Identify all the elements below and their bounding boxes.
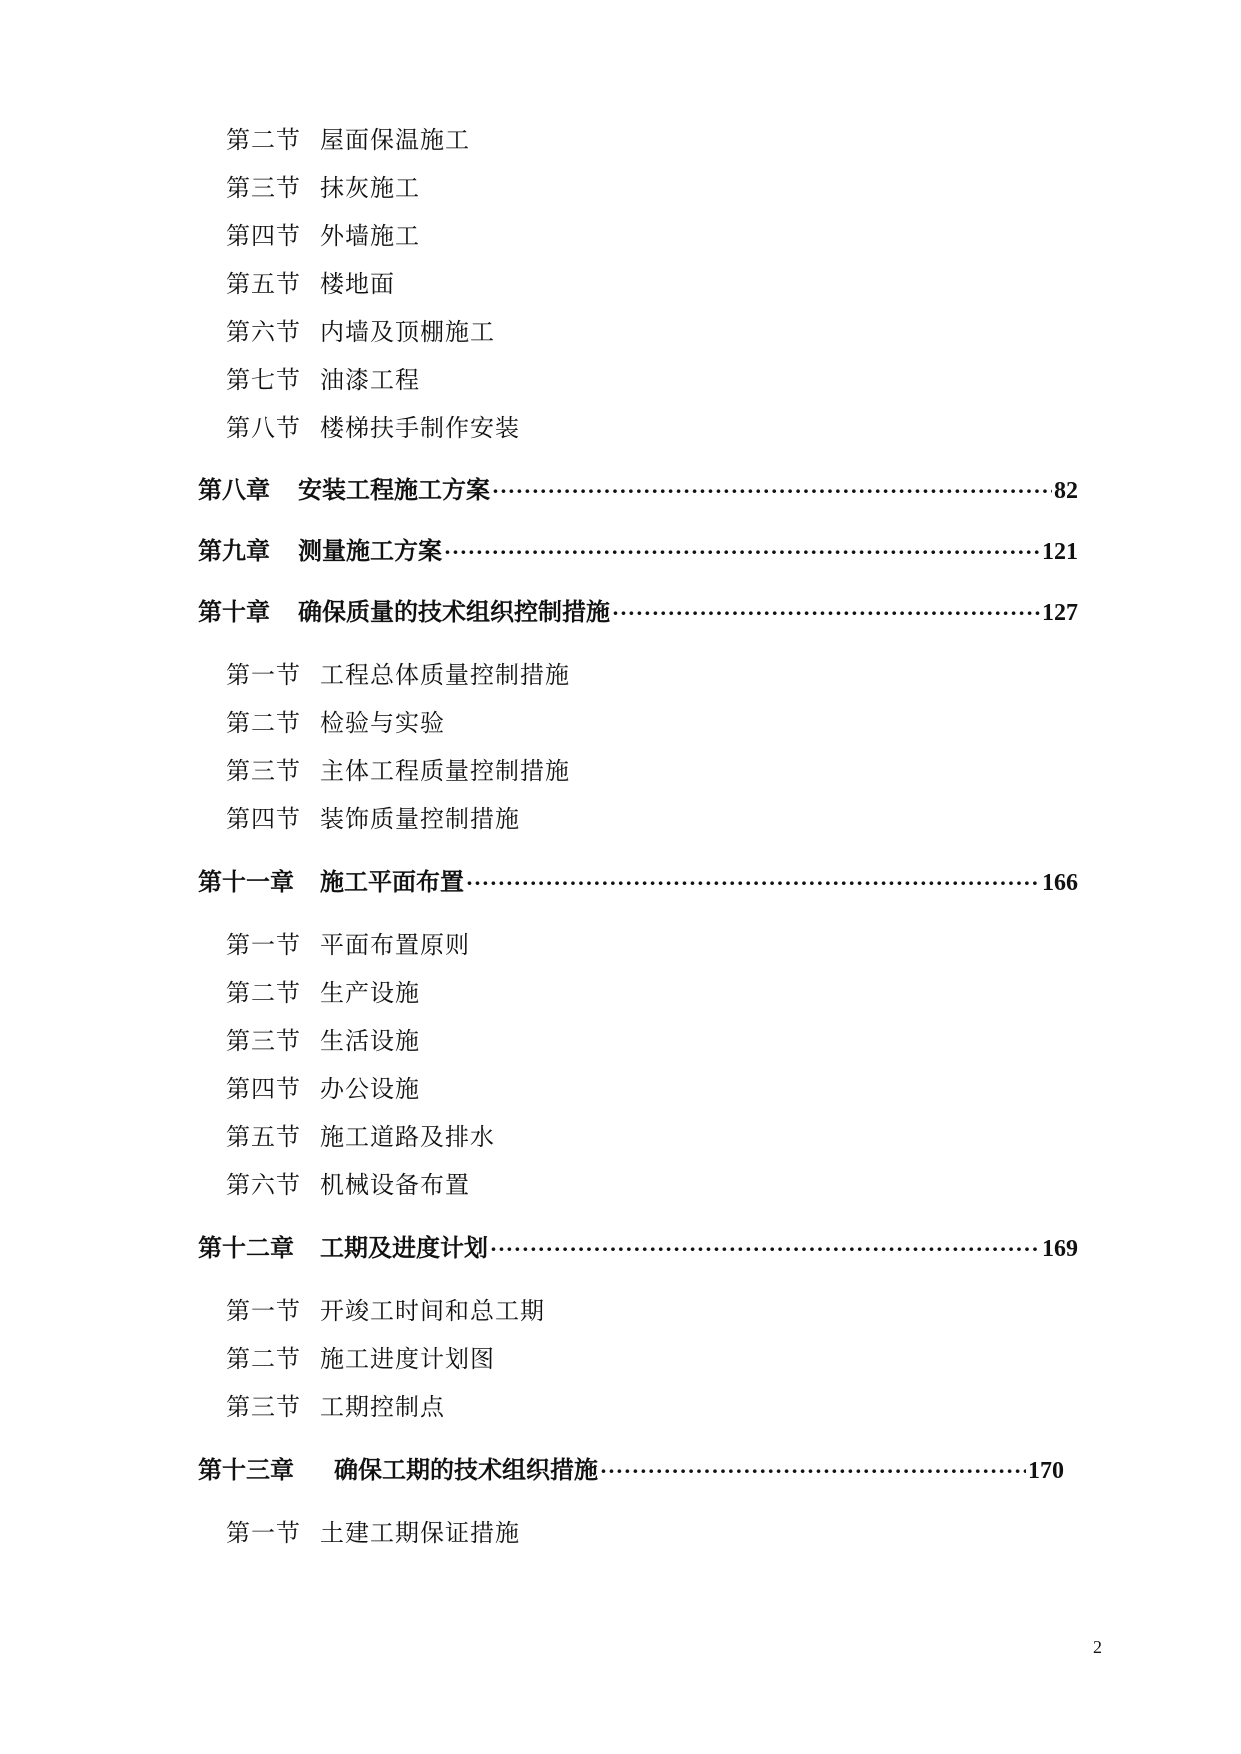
section-title: 开竣工时间和总工期	[320, 1297, 545, 1325]
toc-section-entry	[226, 1299, 545, 1323]
toc-section-entry	[226, 1077, 420, 1101]
dot-leader	[492, 481, 1052, 501]
section-title: 内墙及顶棚施工	[320, 318, 495, 346]
section-number: 第六节	[226, 318, 301, 346]
dot-leader	[466, 873, 1040, 893]
chapter-page-number: 170	[1028, 1458, 1064, 1484]
section-title: 屋面保温施工	[320, 126, 470, 154]
section-number: 第四节	[226, 1075, 301, 1103]
toc-section-entry	[226, 663, 570, 687]
toc-section-entry	[226, 272, 395, 296]
section-title: 油漆工程	[320, 366, 420, 394]
section-number: 第四节	[226, 222, 301, 250]
chapter-number: 第八章	[198, 475, 270, 504]
toc-section-entry	[226, 1347, 495, 1371]
section-number: 第七节	[226, 366, 301, 394]
section-number: 第一节	[226, 661, 301, 689]
section-title: 生产设施	[320, 979, 420, 1007]
toc-chapter-entry	[198, 475, 1078, 504]
chapter-title: 工期及进度计划	[320, 1233, 488, 1262]
section-title: 外墙施工	[320, 222, 420, 250]
dot-leader	[444, 542, 1040, 562]
section-number: 第二节	[226, 979, 301, 1007]
chapter-number: 第九章	[198, 536, 270, 565]
toc-section-entry	[226, 933, 470, 957]
section-title: 施工进度计划图	[320, 1345, 495, 1373]
chapter-page-number: 169	[1042, 1236, 1078, 1262]
chapter-page-number: 82	[1054, 478, 1078, 504]
section-number: 第一节	[226, 931, 301, 959]
toc-section-entry	[226, 224, 420, 248]
section-title: 主体工程质量控制措施	[320, 757, 570, 785]
section-number: 第三节	[226, 757, 301, 785]
toc-chapter-entry	[198, 536, 1078, 565]
section-number: 第二节	[226, 709, 301, 737]
section-number: 第六节	[226, 1171, 301, 1199]
section-title: 施工道路及排水	[320, 1123, 495, 1151]
chapter-title: 确保质量的技术组织控制措施	[298, 597, 610, 626]
section-number: 第一节	[226, 1519, 301, 1547]
section-title: 楼梯扶手制作安装	[320, 414, 520, 442]
section-number: 第三节	[226, 174, 301, 202]
toc-section-entry	[226, 1173, 470, 1197]
toc-section-entry	[226, 1125, 495, 1149]
dot-leader	[600, 1461, 1026, 1481]
chapter-page-number: 121	[1042, 539, 1078, 565]
toc-section-entry	[226, 320, 495, 344]
section-title: 楼地面	[320, 270, 395, 298]
toc-section-entry	[226, 1521, 520, 1545]
toc-section-entry	[226, 416, 520, 440]
toc-section-entry	[226, 1395, 445, 1419]
toc-chapter-entry	[198, 1455, 1064, 1484]
toc-section-entry	[226, 176, 420, 200]
section-number: 第五节	[226, 270, 301, 298]
toc-chapter-entry	[198, 867, 1078, 896]
section-title: 平面布置原则	[320, 931, 470, 959]
section-title: 机械设备布置	[320, 1171, 470, 1199]
section-number: 第三节	[226, 1027, 301, 1055]
page-number: 2	[1093, 1637, 1102, 1657]
section-title: 生活设施	[320, 1027, 420, 1055]
section-number: 第八节	[226, 414, 301, 442]
chapter-title: 安装工程施工方案	[298, 475, 490, 504]
toc-section-entry	[226, 981, 420, 1005]
toc-section-entry	[226, 759, 570, 783]
chapter-page-number: 166	[1042, 870, 1078, 896]
section-title: 土建工期保证措施	[320, 1519, 520, 1547]
section-title: 检验与实验	[320, 709, 445, 737]
dot-leader	[612, 603, 1040, 623]
chapter-title: 施工平面布置	[320, 867, 464, 896]
section-title: 办公设施	[320, 1075, 420, 1103]
chapter-number: 第十一章	[198, 867, 294, 896]
section-number: 第一节	[226, 1297, 301, 1325]
chapter-number: 第十二章	[198, 1233, 294, 1262]
section-title: 装饰质量控制措施	[320, 805, 520, 833]
section-title: 抹灰施工	[320, 174, 420, 202]
chapter-number: 第十三章	[198, 1455, 294, 1484]
chapter-title: 确保工期的技术组织措施	[334, 1455, 598, 1484]
section-number: 第三节	[226, 1393, 301, 1421]
toc-section-entry	[226, 368, 420, 392]
section-title: 工期控制点	[320, 1393, 445, 1421]
toc-section-entry	[226, 1029, 420, 1053]
toc-chapter-entry	[198, 597, 1078, 626]
section-number: 第五节	[226, 1123, 301, 1151]
section-number: 第二节	[226, 1345, 301, 1373]
chapter-page-number: 127	[1042, 600, 1078, 626]
toc-section-entry	[226, 128, 470, 152]
chapter-number: 第十章	[198, 597, 270, 626]
toc-section-entry	[226, 711, 445, 735]
section-number: 第二节	[226, 126, 301, 154]
chapter-title: 测量施工方案	[298, 536, 442, 565]
dot-leader	[490, 1239, 1040, 1259]
section-number: 第四节	[226, 805, 301, 833]
toc-section-entry	[226, 807, 520, 831]
toc-chapter-entry	[198, 1233, 1078, 1262]
section-title: 工程总体质量控制措施	[320, 661, 570, 689]
